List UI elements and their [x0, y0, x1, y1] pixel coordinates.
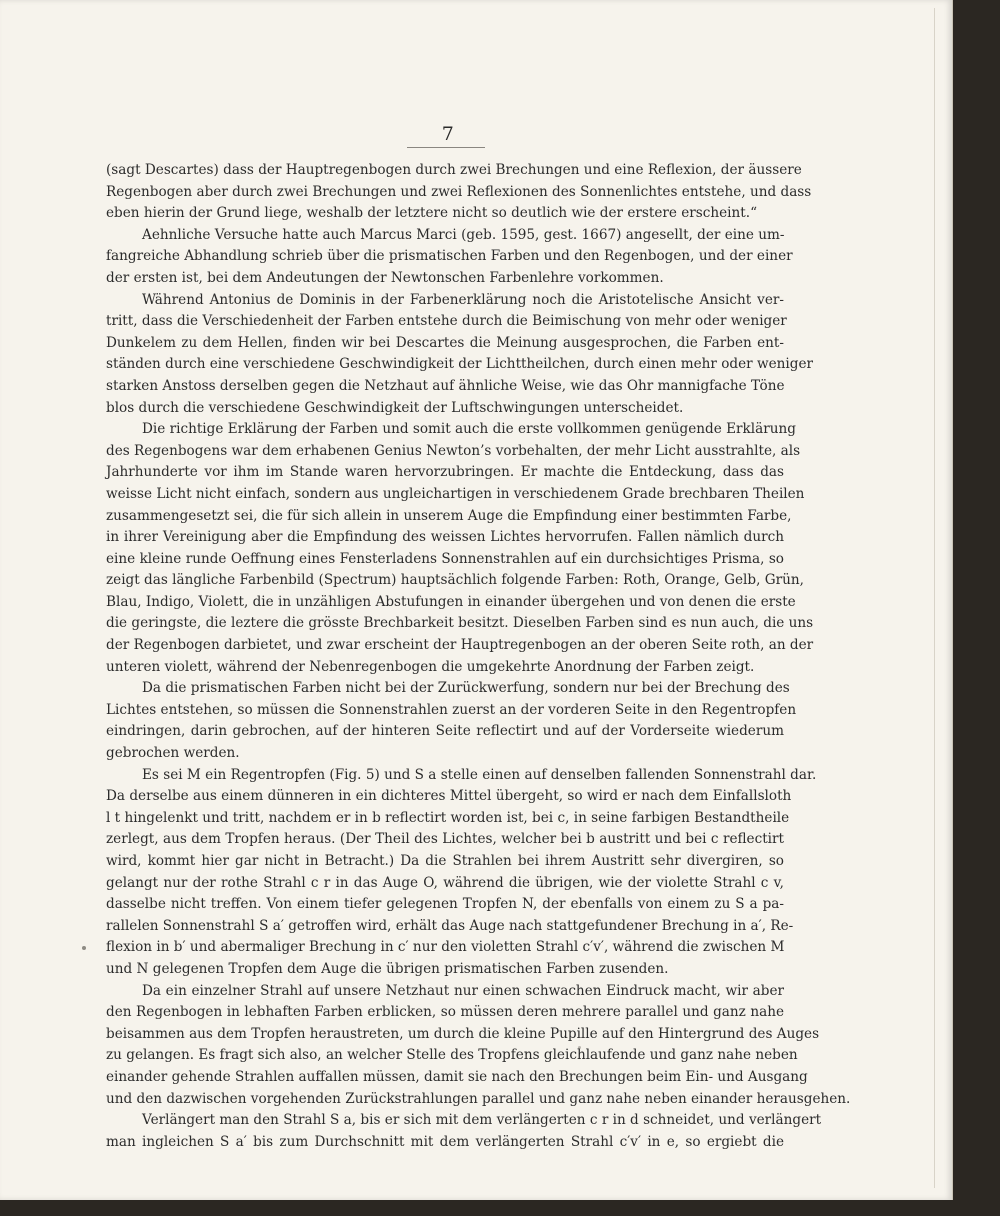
- text-line: Blau, Indigo, Violett, die in unzähligen Abstufungen in einander übergehen und von denen die erste: [106, 593, 796, 610]
- body-text: [106, 160, 851, 1153]
- text-line: zerlegt, aus dem Tropfen heraus. (Der Theil des Lichtes, welcher bei b austritt und bei c reflectirt: [106, 831, 784, 848]
- text-line: gebrochen werden.: [106, 745, 240, 762]
- text-line: des Regenbogens war dem erhabenen Genius Newton’s vorbehalten, der mehr Licht ausstrahlte, als: [106, 442, 801, 459]
- text-line: den Regenbogen in lebhaften Farben erblicken, so müssen deren mehrere parallel und ganz nahe: [106, 1004, 784, 1021]
- text-line: eine kleine runde Oeffnung eines Fensterladens Sonnenstrahlen auf ein durchsichtiges Prisma, so: [106, 550, 784, 567]
- text-line: der Regenbogen darbietet, und zwar erscheint der Hauptregenbogen an der oberen Seite roth, an der: [106, 637, 814, 654]
- text-line: Jahrhunderte vor ihm im Stande waren hervorzubringen. Er machte die Entdeckung, dass das: [106, 464, 784, 481]
- text-line: Aehnliche Versuche hatte auch Marcus Marci (geb. 1595, gest. 1667) angesellt, der eine um-: [142, 226, 785, 243]
- text-line: zusammengesetzt sei, die für sich allein in unserem Auge die Empfindung einer bestimmten Farbe,: [106, 507, 792, 524]
- ink-speck: [578, 1046, 581, 1049]
- text-line: tritt, dass die Verschiedenheit der Farben entstehe durch die Beimischung von mehr oder weniger: [106, 313, 787, 330]
- text-line: eindringen, darin gebrochen, auf der hinteren Seite reflectirt und auf der Vorderseite wiederum: [106, 723, 784, 740]
- text-line: Während Antonius de Dominis in der Farbenerklärung noch die Aristotelische Ansicht ver-: [142, 291, 784, 308]
- text-line: Dunkelem zu dem Hellen, finden wir bei Descartes die Meinung ausgesprochen, die Farben ent-: [106, 334, 784, 351]
- text-line: man ingleichen S a′ bis zum Durchschnitt mit dem verlängerten Strahl c′v′ in e, so ergiebt die: [106, 1133, 784, 1150]
- text-line: zeigt das längliche Farbenbild (Spectrum) hauptsächlich folgende Farben: Roth, Orange, Gelb, Grün,: [106, 572, 804, 589]
- text-line: dasselbe nicht treffen. Von einem tiefer gelegenen Tropfen N, der ebenfalls von einem zu S a pa-: [106, 896, 784, 913]
- text-line: die geringste, die leztere die grösste Brechbarkeit besitzt. Dieselben Farben sind es nun auch, die uns: [106, 615, 814, 632]
- text-line: flexion in b′ und abermaliger Brechung in c′ nur den violetten Strahl c′v′, während die zwischen M: [106, 939, 785, 956]
- text-line: und N gelegenen Tropfen dem Auge die übrigen prismatischen Farben zusenden.: [106, 960, 669, 977]
- text-line: (sagt Descartes) dass der Hauptregenbogen durch zwei Brechungen und eine Reflexion, der äussere: [106, 162, 802, 178]
- text-line: blos durch die verschiedene Geschwindigkeit der Luftschwingungen unterscheidet.: [106, 399, 684, 416]
- text-line: gelangt nur der rothe Strahl c r in das Auge O, während die übrigen, wie der violette Strahl c v,: [106, 874, 784, 891]
- text-line: zu gelangen. Es fragt sich also, an welcher Stelle des Tropfens gleichlaufende und ganz nahe neben: [106, 1047, 798, 1064]
- text-line: Die richtige Erklärung der Farben und somit auch die erste vollkommen genügende Erklärung: [142, 421, 796, 438]
- page-edge: [934, 8, 935, 1188]
- text-line: beisammen aus dem Tropfen heraustreten, um durch die kleine Pupille auf den Hintergrund des Auges: [106, 1025, 820, 1042]
- header-rule: [407, 147, 485, 148]
- text-line: einander gehende Strahlen auffallen müssen, damit sie nach den Brechungen beim Ein- und Ausgang: [106, 1068, 808, 1085]
- text-line: unteren violett, während der Nebenregenbogen die umgekehrte Anordnung der Farben zeigt.: [106, 658, 755, 675]
- text-line: ständen durch eine verschiedene Geschwindigkeit der Lichttheilchen, durch einen mehr oder weniger: [106, 356, 813, 373]
- text-line: Lichtes entstehen, so müssen die Sonnenstrahlen zuerst an der vorderen Seite in den Regentropfen: [106, 701, 797, 718]
- text-line: l t hingelenkt und tritt, nachdem er in b reflectirt worden ist, bei c, in seine farbigen Bestandtheile: [106, 809, 790, 826]
- text-line: und den dazwischen vorgehenden Zurückstrahlungen parallel und ganz nahe neben einander herausgehen.: [106, 1090, 851, 1107]
- text-line: der ersten ist, bei dem Andeutungen der Newtonschen Farbenlehre vorkommen.: [106, 269, 664, 286]
- text-line: Es sei M ein Regentropfen (Fig. 5) und S a stelle einen auf denselben fallenden Sonnenstrahl dar.: [142, 766, 817, 783]
- text-line: Da ein einzelner Strahl auf unsere Netzhaut nur einen schwachen Eindruck macht, wir aber: [142, 982, 784, 999]
- text-line: starken Anstoss derselben gegen die Netzhaut auf ähnliche Weise, wie das Ohr mannigfache Töne: [106, 377, 785, 394]
- text-line: in ihrer Vereinigung aber die Empfindung des weissen Lichtes hervorrufen. Fallen nämlich durch: [106, 529, 784, 546]
- text-line: Da derselbe aus einem dünneren in ein dichteres Mittel übergeht, so wird er nach dem Einfallsloth: [106, 788, 792, 805]
- text-line: Da die prismatischen Farben nicht bei der Zurückwerfung, sondern nur bei der Brechung des: [142, 680, 790, 697]
- text-line: eben hierin der Grund liege, weshalb der letztere nicht so deutlich wie der erstere erscheint.“: [106, 205, 758, 222]
- text-line: fangreiche Abhandlung schrieb über die prismatischen Farben und den Regenbogen, und der einer: [106, 248, 793, 265]
- text-line: wird, kommt hier gar nicht in Betracht.) Da die Strahlen bei ihrem Austritt sehr divergiren, so: [106, 853, 784, 869]
- ink-speck: [82, 946, 86, 950]
- text-line: rallelen Sonnenstrahl S a′ getroffen wird, erhält das Auge nach stattgefundener Brechung in a′, Re-: [106, 917, 794, 934]
- text-line: weisse Licht nicht einfach, sondern aus ungleichartigen in verschiedenem Grade brechbaren Theilen: [106, 485, 805, 502]
- text-line: Verlängert man den Strahl S a, bis er sich mit dem verlängerten c r in d schneidet, und verlängert: [142, 1112, 822, 1129]
- text-line: Regenbogen aber durch zwei Brechungen und zwei Reflexionen des Sonnenlichtes entstehe, und dass: [106, 183, 812, 200]
- page-number: 7: [441, 123, 455, 145]
